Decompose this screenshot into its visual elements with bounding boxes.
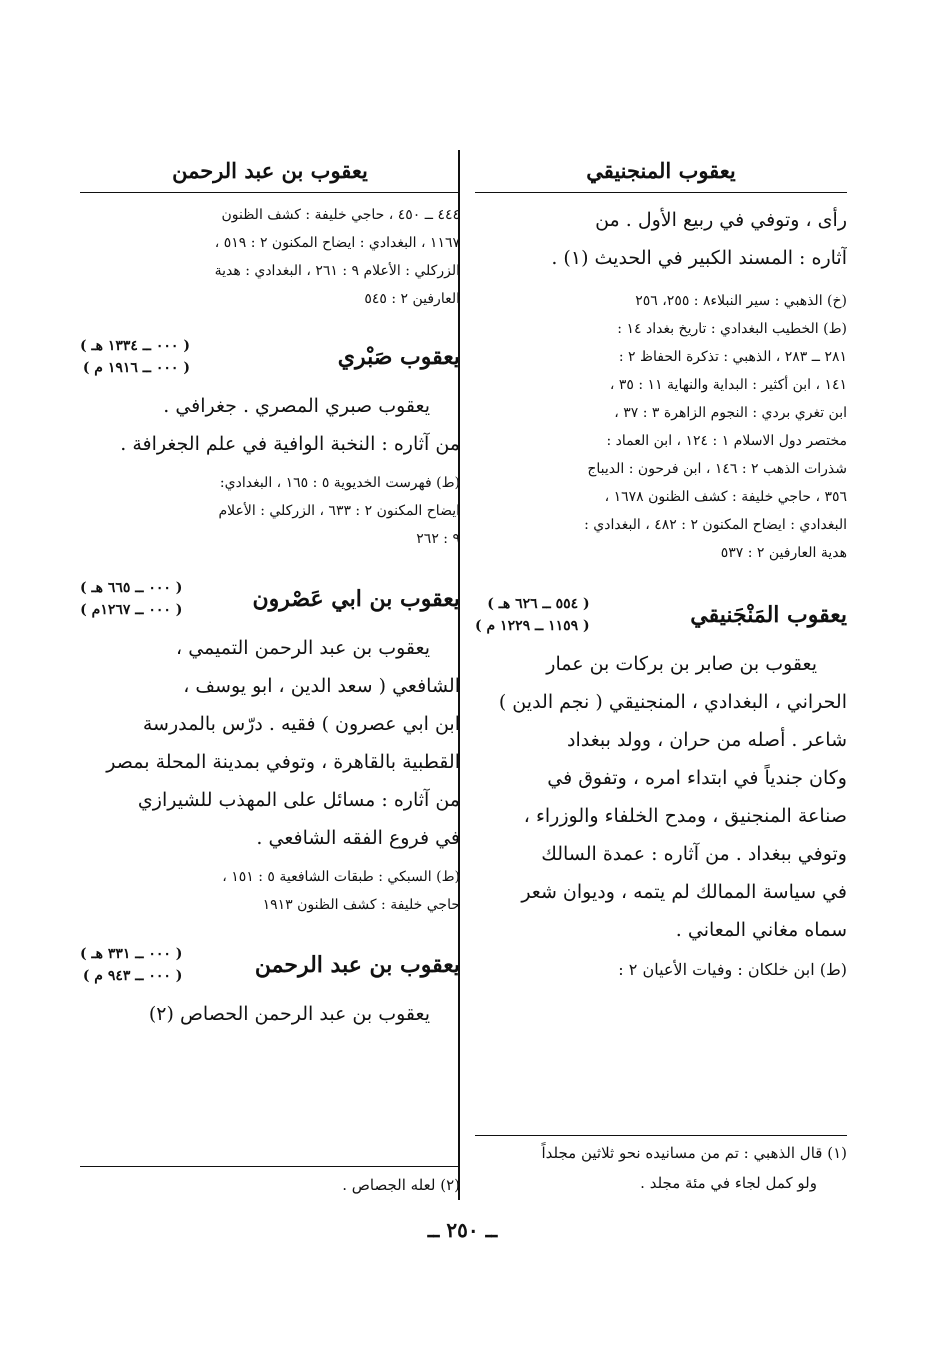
page-number: ــ ٢٥٠ ــ: [427, 1218, 498, 1242]
reference-line: مختصر دول الاسلام ١ : ١٢٤ ، ابن العماد :: [606, 433, 847, 449]
footnote-line: (٢) لعله الجصاص .: [342, 1176, 460, 1194]
text-line: صناعة المنجنيق ، ومدح الخلفاء والوزراء ،: [523, 805, 847, 827]
entry-heading-munjaniqi: [475, 593, 847, 637]
reference-line: (ط) السبكي : طبقات الشافعية ٥ : ١٥١ ،: [222, 869, 460, 885]
text-line: رأى ، وتوفي في ربيع الأول . من: [595, 209, 847, 231]
left-column: [80, 150, 460, 1033]
reference-line: ٤٤٤ ــ ٤٥٠ ، حاجي خليفة : كشف الظنون: [221, 207, 460, 223]
text-line: وكان جندياً في ابتداء امره ، وتفوق في: [547, 767, 847, 789]
entry-name: يعقوب بن عبد الرحمن: [254, 952, 460, 978]
text-line: الشافعي ( سعد الدين ، ابو يوسف ،: [183, 675, 460, 697]
dates-hijri: ( ٠٠٠ ــ ١٣٣٤ هـ ): [80, 338, 190, 354]
right-intro: [475, 201, 847, 277]
reference-line: ايضاح المكنون ٢ : ٦٣٣ ، الزركلي : الأعلام: [218, 503, 460, 519]
entry-body-sabri: [80, 387, 460, 553]
right-column: [475, 150, 847, 985]
text-line: سماه مغاني المعاني .: [675, 919, 847, 941]
footnote-left: [80, 1170, 460, 1200]
reference-line: شذرات الذهب ٢ : ١٤٦ ، ابن فرحون : الديباج: [587, 461, 847, 477]
entry-dates: [475, 593, 590, 637]
reference-line: ١٤١ ، ابن أكثير : البداية والنهاية ١١ : ٣٥ ،: [609, 377, 847, 393]
left-intro: [80, 201, 460, 313]
entry-dates: [80, 335, 190, 379]
text-line: يعقوب صبري المصري . جغرافي .: [163, 395, 430, 417]
reference-line: ابن تغري بردي : النجوم الزاهرة ٣ : ٣٧ ،: [614, 405, 847, 421]
reference-line: (ط) ابن خلكان : وفيات الأعيان ٢ :: [618, 960, 847, 979]
right-refs-1: [475, 287, 847, 567]
entry-dates: [80, 943, 182, 987]
footnote-rule-right: [475, 1135, 847, 1136]
text-line: آثاره : المسند الكبير في الحديث (١) .: [551, 247, 847, 269]
text-line: يعقوب بن عبد الرحمن التميمي ،: [176, 637, 430, 659]
dates-gregorian: ( ٠٠٠ ــ ٩٤٣ م ): [82, 968, 183, 984]
reference-line: ٩ : ٢٦٢: [416, 531, 460, 547]
dates-hijri: ( ٥٥٤ ــ ٦٢٦ هـ ): [487, 596, 590, 612]
footnote-right: [475, 1138, 847, 1198]
footnote-line: (١) قال الذهبي : تم من مسانيده نحو ثلاثين مجلداً: [541, 1144, 847, 1162]
dates-gregorian: ( ٠٠٠ ــ ١٢٦٧م ): [80, 602, 183, 618]
text-line: يعقوب بن صابر بن بركات بن عمار: [546, 653, 817, 675]
reference-line: ٢٨١ ــ ٢٨٣ ، الذهبي : تذكرة الحفاظ ٢ :: [618, 349, 847, 365]
reference-line: العارفين ٢ : ٥٤٥: [364, 291, 460, 307]
text-line: ابن ابي عصرون ) فقيه . درّس بالمدرسة: [142, 713, 460, 735]
entry-name: يعقوب صَبْري: [337, 344, 460, 370]
reference-line: (ط) الخطيب البغدادي : تاريخ بغداد ١٤ :: [617, 321, 847, 337]
dates-hijri: ( ٠٠٠ ــ ٦٦٥ هـ ): [80, 580, 183, 596]
reference-line: البغدادي : ايضاح المكنون ٢ : ٤٨٢ ، البغدادي :: [584, 517, 847, 533]
text-line: القطبية بالقاهرة ، وتوفي بمدينة المحلة بمصر: [106, 751, 460, 773]
left-column-header: يعقوب بن عبد الرحمن: [80, 150, 460, 193]
entry-body-abdulrahman: [80, 995, 460, 1033]
entry-name: يعقوب المَنْجَنيقي: [690, 602, 847, 628]
dates-gregorian: ( ٠٠٠ ــ ١٩١٦ م ): [82, 360, 190, 376]
reference-line: (خ) الذهبي : سير النبلاء٨ : ٢٥٥، ٢٥٦: [635, 293, 847, 309]
text-line: من آثاره : مسائل على المهذب للشيرازي: [137, 789, 460, 811]
text-line: من آثاره : النخبة الوافية في علم الجغرافة .: [120, 433, 460, 455]
entry-heading-asrun: [80, 577, 460, 621]
dates-hijri: ( ٠٠٠ ــ ٣٣١ هـ ): [80, 946, 183, 962]
reference-line: ١١٦٧ ، البغدادي : ايضاح المكنون ٢ : ٥١٩ ،: [214, 235, 460, 251]
entry-dates: [80, 577, 182, 621]
entry-heading-sabri: [80, 335, 460, 379]
text-line: في فروع الفقه الشافعي .: [256, 827, 460, 849]
reference-line: الزركلي : الأعلام ٩ : ٢٦١ ، البغدادي : هدية: [214, 263, 460, 279]
reference-line: (ط) فهرست الخديوية ٥ : ١٦٥ ، البغدادي:: [219, 475, 460, 491]
reference-line: هدية العارفين ٢ : ٥٣٧: [720, 545, 847, 561]
text-line: في سياسة الممالك لم يتمه ، وديوان شعر: [521, 881, 847, 903]
entry-heading-abdulrahman: [80, 943, 460, 987]
dates-gregorian: ( ١١٥٩ ــ ١٢٢٩ م ): [475, 618, 590, 634]
entry-name: يعقوب بن ابي عَصْرون: [252, 586, 460, 612]
entry-body-asrun: [80, 629, 460, 919]
text-line: الحراني ، البغدادي ، المنجنيقي ( نجم الدين ): [498, 691, 847, 713]
footnote-rule-left: [80, 1166, 460, 1167]
text-line: شاعر . أصله من حران ، وولد ببغداد: [567, 729, 847, 751]
entry-body-munjaniqi: [475, 645, 847, 985]
text-line: يعقوب بن عبد الرحمن الحصاص (٢): [148, 1003, 430, 1025]
footnote-line: ولو كمل لجاء في مئة مجلد .: [640, 1174, 817, 1192]
reference-line: حاجي خليفة : كشف الظنون ١٩١٣: [262, 897, 460, 913]
right-column-header: يعقوب المنجنيقي: [475, 150, 847, 193]
text-line: وتوفي ببغداد . من آثاره : عمدة السالك: [541, 843, 847, 865]
reference-line: ٣٥٦ ، حاجي خليفة : كشف الظنون ١٦٧٨ ،: [604, 489, 847, 505]
